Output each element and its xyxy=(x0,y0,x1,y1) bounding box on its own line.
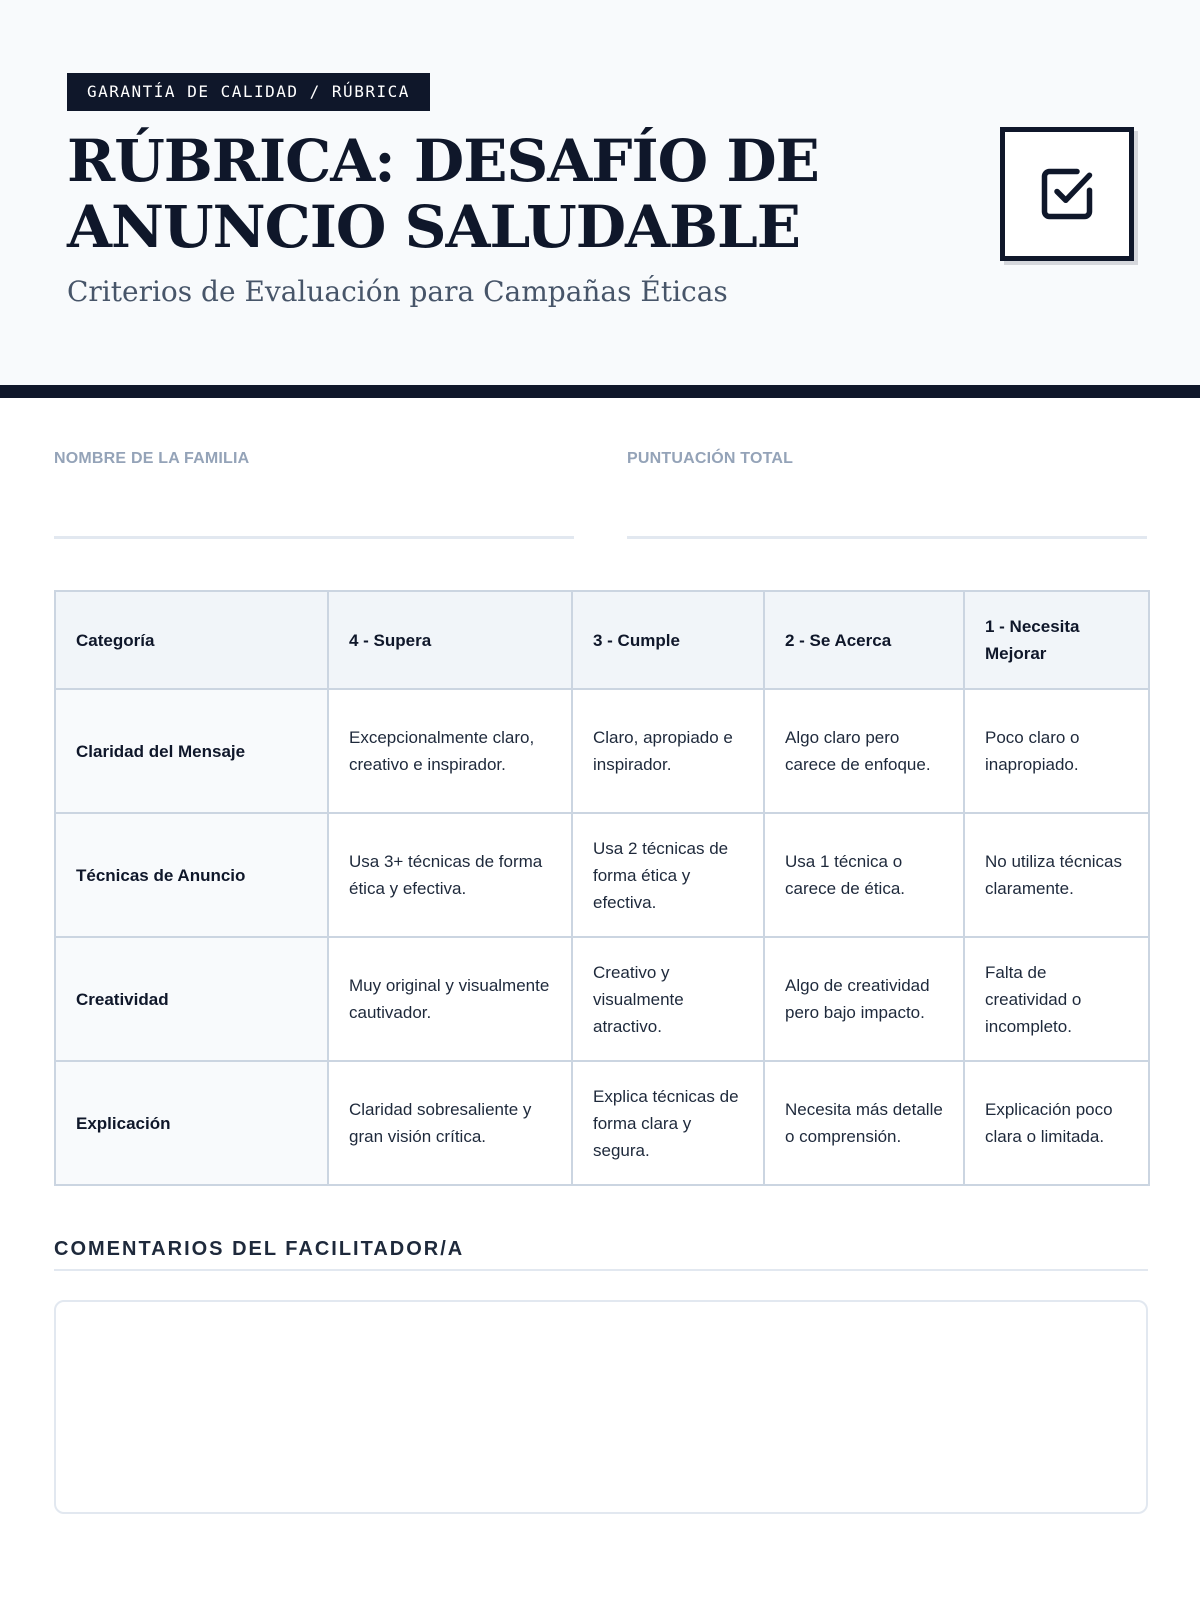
criteria-cell: Usa 1 técnica o carece de ética. xyxy=(764,813,964,937)
criteria-cell: Claridad sobresaliente y gran visión crítica. xyxy=(328,1061,572,1185)
title-line-2: ANUNCIO SALUDABLE xyxy=(67,193,801,261)
criteria-cell: Explica técnicas de forma clara y segura. xyxy=(572,1061,764,1185)
criteria-cell: Muy original y visualmente cautivador. xyxy=(328,937,572,1061)
criteria-cell: No utiliza técnicas claramente. xyxy=(964,813,1149,937)
criteria-cell: Poco claro o inapropiado. xyxy=(964,689,1149,813)
category-cell: Técnicas de Anuncio xyxy=(55,813,328,937)
criteria-cell: Explicación poco clara o limitada. xyxy=(964,1061,1149,1185)
title-line-1: RÚBRICA: DESAFÍO DE xyxy=(67,127,819,195)
info-fields xyxy=(54,450,1148,540)
table-row xyxy=(55,689,1149,813)
header-category: Categoría xyxy=(55,591,328,689)
header-level-3: 3 - Cumple xyxy=(572,591,764,689)
category-tag: GARANTÍA DE CALIDAD / RÚBRICA xyxy=(67,73,430,111)
page-title xyxy=(67,128,927,260)
criteria-cell: Usa 3+ técnicas de forma ética y efectiva. xyxy=(328,813,572,937)
category-cell: Explicación xyxy=(55,1061,328,1185)
total-score-field[interactable] xyxy=(627,450,1147,539)
criteria-cell: Excepcionalmente claro, creativo e inspirador. xyxy=(328,689,572,813)
rubric-table xyxy=(54,590,1150,1186)
table-header-row xyxy=(55,591,1149,689)
family-name-field[interactable] xyxy=(54,450,574,539)
criteria-cell: Algo claro pero carece de enfoque. xyxy=(764,689,964,813)
criteria-cell: Falta de creatividad o incompleto. xyxy=(964,937,1149,1061)
criteria-cell: Usa 2 técnicas de forma ética y efectiva. xyxy=(572,813,764,937)
header-level-4: 4 - Supera xyxy=(328,591,572,689)
checkbox-checked-icon xyxy=(1000,127,1134,261)
criteria-cell: Claro, apropiado e inspirador. xyxy=(572,689,764,813)
page-header xyxy=(0,0,1200,398)
comments-heading: COMENTARIOS DEL FACILITADOR/A xyxy=(54,1238,1148,1271)
category-cell: Claridad del Mensaje xyxy=(55,689,328,813)
table-row xyxy=(55,813,1149,937)
total-score-label: PUNTUACIÓN TOTAL xyxy=(627,450,794,467)
criteria-cell: Necesita más detalle o comprensión. xyxy=(764,1061,964,1185)
table-row xyxy=(55,1061,1149,1185)
criteria-cell: Creativo y visualmente atractivo. xyxy=(572,937,764,1061)
criteria-cell: Algo de creatividad pero bajo impacto. xyxy=(764,937,964,1061)
page-subtitle: Criterios de Evaluación para Campañas Éticas xyxy=(67,275,728,308)
comments-box[interactable] xyxy=(54,1300,1148,1514)
header-level-2: 2 - Se Acerca xyxy=(764,591,964,689)
header-level-1: 1 - Necesita Mejorar xyxy=(964,591,1149,689)
category-cell: Creatividad xyxy=(55,937,328,1061)
family-name-label: NOMBRE DE LA FAMILIA xyxy=(54,450,250,467)
table-row xyxy=(55,937,1149,1061)
